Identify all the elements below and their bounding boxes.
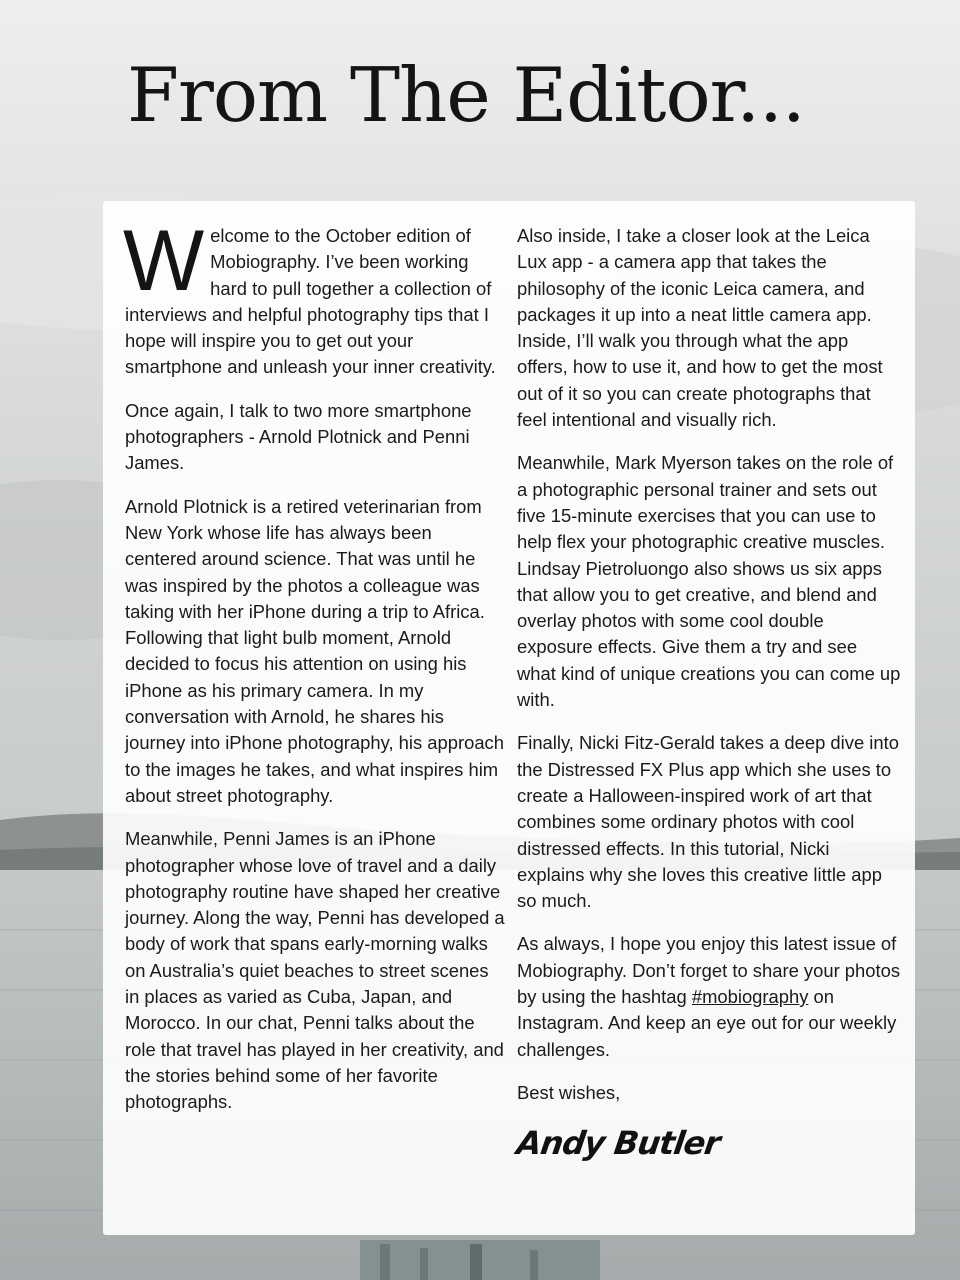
drop-cap: W [123, 213, 205, 309]
closing-paragraph [517, 931, 901, 1062]
paragraph: Arnold Plotnick is a retired veterinarian from New York whose life has always been centered around science. That was until he was inspired by the photos a colleague was taking with her iPhone during a trip to Africa. Following that light bulb moment, Arnold decided to focus his attention on using his iPhone as his primary camera. In my conversation with Arnold, he shares his journey into iPhone photography, his approach to the images he takes, and what inspires him about street photography. [125, 495, 504, 806]
paragraph: Meanwhile, Penni James is an iPhone photographer whose love of travel and a daily photography routine have shaped her creative journey. Along the way, Penni has developed a body of work that spans early-morning walks on Australia’s quiet beaches to street scenes in places as varied as Cuba, Japan, and Morocco. In our chat, Penni talks about the role that travel has played in her creativity, and the stories behind some of her favorite photographs. [125, 828, 505, 1113]
paragraph: Also inside, I take a closer look at the Leica Lux app - a camera app that takes the philosophy of the iconic Leica camera, and packages it up into a neat little camera app. Inside, I’ll walk you through what the app offers, how to use it, and how to get the most out of it so you can create photographs that feel intentional and visually rich. [517, 225, 883, 431]
paragraph: Finally, Nicki Fitz-Gerald takes a deep dive into the Distressed FX Plus app which she uses to create a Halloween-inspired work of art that combines some ordinary photos with cool distressed effects. In this tutorial, Nicki explains why she loves this creative little app so much. [517, 732, 899, 912]
signature: Andy Butler [514, 1124, 723, 1163]
editor-letter-panel [103, 201, 915, 1235]
hashtag-link[interactable]: #mobiography [691, 986, 809, 1008]
intro-paragraph [123, 213, 508, 381]
intro-text: elcome to the October edition of Mobiography. I’ve been working hard to pull together a collection of interviews and helpful photography tips that I hope will inspire you to get out your smartphone and unleash your inner creativity. [125, 225, 496, 378]
page-title: From The Editor... [127, 51, 805, 139]
closing-text-before: As always, I hope you enjoy this latest issue of Mobiography. Don’t forget to share your photos by using the hashtag [517, 933, 901, 1008]
sign-off: Best wishes, [517, 1081, 621, 1103]
left-column [123, 213, 508, 1133]
paragraph: Meanwhile, Mark Myerson takes on the role of a photographic personal trainer and sets out five 15-minute exercises that you can use to help flex your photographic creative muscles. Lindsay Pietroluongo also shows us six apps that allow you to get creative, and blend and overlay photos with some cool double exposure effects. Give them a try and see what kind of unique creations you can come up with. [517, 452, 901, 711]
closing-text-after: on Instagram. And keep an eye out for our weekly challenges. [517, 986, 897, 1060]
right-column [514, 223, 901, 1163]
paragraph: Once again, I talk to two more smartphone photographers - Arnold Plotnick and Penni James. [125, 399, 472, 474]
